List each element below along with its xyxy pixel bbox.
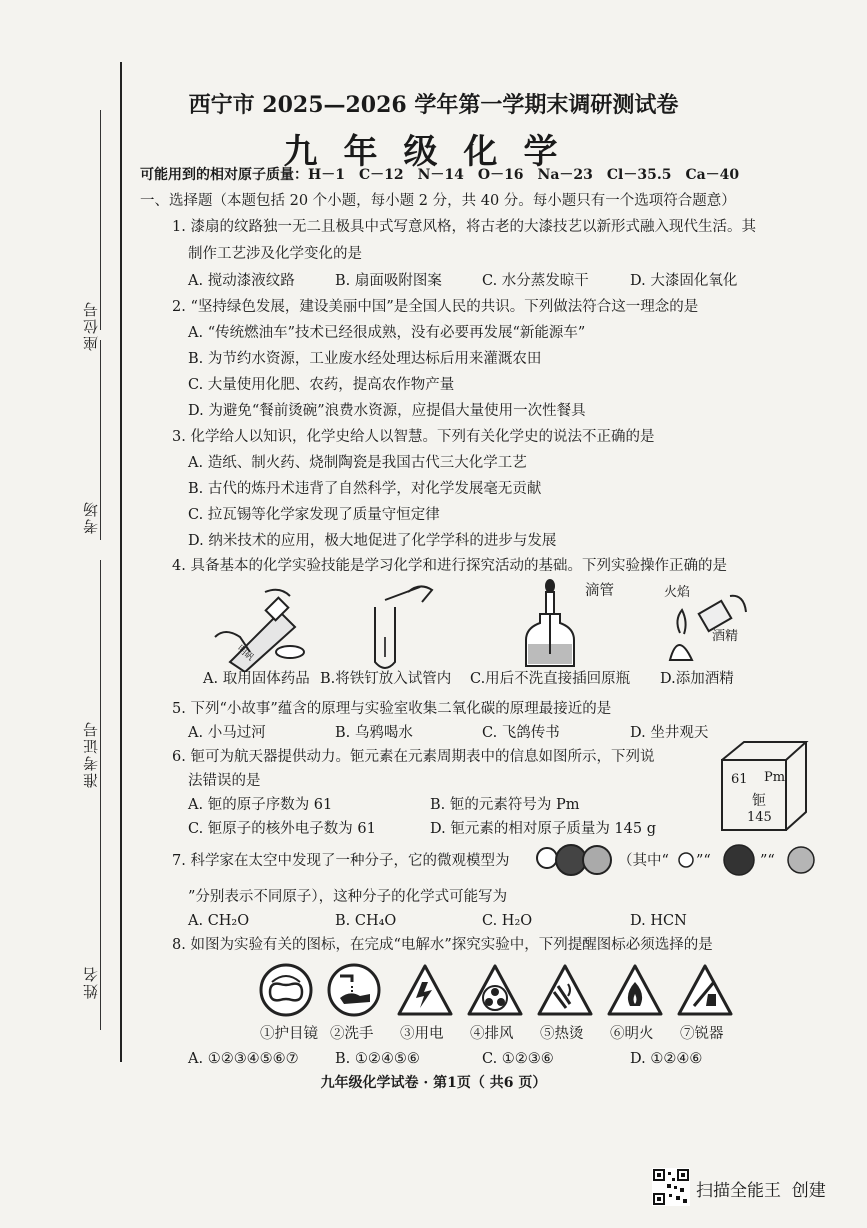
q2-stem: 2. “坚持绿色发展，建设美丽中国”是全国人民的共识。下列做法符合这一理念的是	[172, 299, 699, 315]
q2-option-c: C. 大量使用化肥、农药，提高农作物产量	[188, 377, 455, 393]
q6-option-a: A. 钷的原子序数为 61	[188, 797, 333, 813]
q8-option-c: C. ①②③⑥	[482, 1051, 554, 1067]
q7-option-d: D. HCN	[630, 913, 687, 929]
element-symbol: Pm	[764, 770, 786, 785]
molecule-model-icon	[535, 842, 615, 878]
q6-option-c: C. 钷原子的核外电子数为 61	[188, 821, 376, 837]
wash-hands-icon	[326, 962, 382, 1018]
q5-option-b: B. 乌鸦喝水	[335, 725, 413, 741]
q4-option-a: A. 取用固体药品	[203, 671, 310, 687]
q1-option-a: A. 搅动漆液纹路	[188, 273, 295, 289]
qr-code-icon	[652, 1168, 690, 1206]
q7-option-a: A. CH₂O	[188, 913, 250, 929]
electricity-icon	[396, 962, 454, 1018]
page-footer: 九年级化学试卷 · 第1页（ 共6 页）	[320, 1075, 547, 1091]
q8-option-b: B. ①②④⑤⑥	[335, 1051, 420, 1067]
binding-line	[120, 62, 122, 1062]
open-flame-icon	[606, 962, 664, 1018]
name-label: 姓名	[82, 965, 100, 999]
q4-option-d: D.添加酒精	[660, 671, 734, 687]
q7-stem-cont: ”分别表示不同原子），这种分子的化学式可能写为	[188, 889, 508, 905]
figure-dropper-bottle-icon	[520, 578, 580, 670]
element-name: 钷	[752, 793, 766, 809]
q3-option-a: A. 造纸、制火药、烧制陶瓷是我国古代三大化学工艺	[188, 455, 527, 471]
q6-option-b: B. 钷的元素符号为 Pm	[430, 797, 580, 813]
icon-caption-5: ⑤热烫	[540, 1026, 584, 1042]
q8-option-d: D. ①②④⑥	[630, 1051, 703, 1067]
q6-option-d: D. 钷元素的相对原子质量为 145 g	[430, 821, 657, 837]
dropper-label: 滴管	[585, 583, 614, 599]
icon-caption-3: ③用电	[400, 1026, 444, 1042]
q2-option-d: D. 为避免“餐前烫碗”浪费水资源，应提倡大量使用一次性餐具	[188, 403, 586, 419]
figure-test-tube-icon	[360, 582, 440, 672]
q3-option-b: B. 古代的炼丹术违背了自然科学，对化学发展毫无贡献	[188, 481, 542, 497]
q8-stem: 8. 如图为实验有关的图标，在完成“电解水”探究实验中，下列提醒图标必须选择的是	[172, 937, 713, 953]
q6-stem-cont: 法错误的是	[188, 773, 261, 789]
figure-take-solid-icon	[210, 582, 320, 672]
q3-stem: 3. 化学给人以知识，化学史给人以智慧。下列有关化学史的说法不正确的是	[172, 429, 655, 445]
q7-quote-1: ”“	[696, 853, 711, 869]
q4-option-b: B.将铁钉放入试管内	[320, 671, 452, 687]
q3-option-d: D. 纳米技术的应用，极大地促进了化学学科的进步与发展	[188, 533, 557, 549]
alcohol-label: 酒精	[712, 629, 739, 644]
q7-option-b: B. CH₄O	[335, 913, 397, 929]
seat-label: 座位号	[82, 300, 100, 351]
q3-option-c: C. 拉瓦锡等化学家发现了质量守恒定律	[188, 507, 440, 523]
q7-quote-2: ”“	[760, 853, 775, 869]
icon-caption-6: ⑥明火	[610, 1026, 654, 1042]
q5-option-c: C. 飞鸽传书	[482, 725, 560, 741]
icon-caption-2: ②洗手	[330, 1026, 374, 1042]
icon-caption-1: ①护目镜	[260, 1026, 318, 1042]
exam-subject: 九年级化学	[283, 132, 584, 172]
q5-stem: 5. 下列“小故事”蕴含的原理与实验室收集二氧化碳的原理最接近的是	[172, 701, 612, 717]
ventilation-icon	[466, 962, 524, 1018]
q7-stem: 7. 科学家在太空中发现了一种分子，它的微观模型为	[172, 853, 510, 869]
element-mass: 145	[747, 810, 772, 825]
scanner-watermark: 扫描全能王 创建	[696, 1181, 826, 1201]
q1-stem: 1. 漆扇的纹路独一无二且极具中式写意风格，将古老的大漆技艺以新形式融入现代生活。其	[172, 219, 756, 235]
flame-label: 火焰	[664, 585, 691, 600]
q1-option-c: C. 水分蒸发晾干	[482, 273, 589, 289]
q1-option-b: B. 扇面吸附图案	[335, 273, 442, 289]
q2-option-a: A. “传统燃油车”技术已经很成熟，没有必要再发展“新能源车”	[188, 325, 586, 341]
q4-stem: 4. 具备基本的化学实验技能是学习化学和进行探究活动的基础。下列实验操作正确的是	[172, 558, 727, 574]
atom-white-icon	[676, 850, 696, 870]
name-underline	[100, 830, 101, 1030]
atom-gray-icon	[786, 845, 816, 875]
hot-surface-icon	[536, 962, 594, 1018]
q7-option-c: C. H₂O	[482, 913, 533, 929]
exam-title: 西宁市 2025—2026 学年第一学期末调研测试卷	[188, 92, 679, 118]
q8-option-a: A. ①②③④⑤⑥⑦	[188, 1051, 299, 1067]
icon-caption-7: ⑦锐器	[680, 1026, 724, 1042]
sharp-object-icon	[676, 962, 734, 1018]
q5-option-d: D. 坐井观天	[630, 725, 709, 741]
ticket-label: 准考证号	[82, 720, 100, 788]
section-heading: 一、选择题（本题包括 20 个小题，每小题 2 分，共 40 分。每小题只有一个选项符合题意）	[140, 193, 736, 209]
q5-option-a: A. 小马过河	[188, 725, 266, 741]
q7-stem-mid: （其中“	[618, 853, 669, 869]
q2-option-b: B. 为节约水资源，工业废水经处理达标后用来灌溉农田	[188, 351, 542, 367]
room-label: 考场	[82, 500, 100, 534]
element-number: 61	[731, 772, 748, 787]
q1-stem-cont: 制作工艺涉及化学变化的是	[188, 246, 362, 262]
q4-option-c: C.用后不洗直接插回原瓶	[470, 671, 631, 687]
atom-black-icon	[722, 843, 756, 877]
q1-option-d: D. 大漆固化氧化	[630, 273, 738, 289]
q6-stem: 6. 钷可为航天器提供动力。钷元素在元素周期表中的信息如图所示，下列说	[172, 749, 655, 765]
goggles-icon	[258, 962, 314, 1018]
bottle-label-text: 明矾	[234, 644, 256, 664]
atomic-masses: 可能用到的相对原子质量：H－1 C－12 N－14 O－16 Na－23 Cl－35.5 Ca－40	[140, 167, 740, 183]
icon-caption-4: ④排风	[470, 1026, 514, 1042]
ticket-underline	[100, 560, 101, 830]
